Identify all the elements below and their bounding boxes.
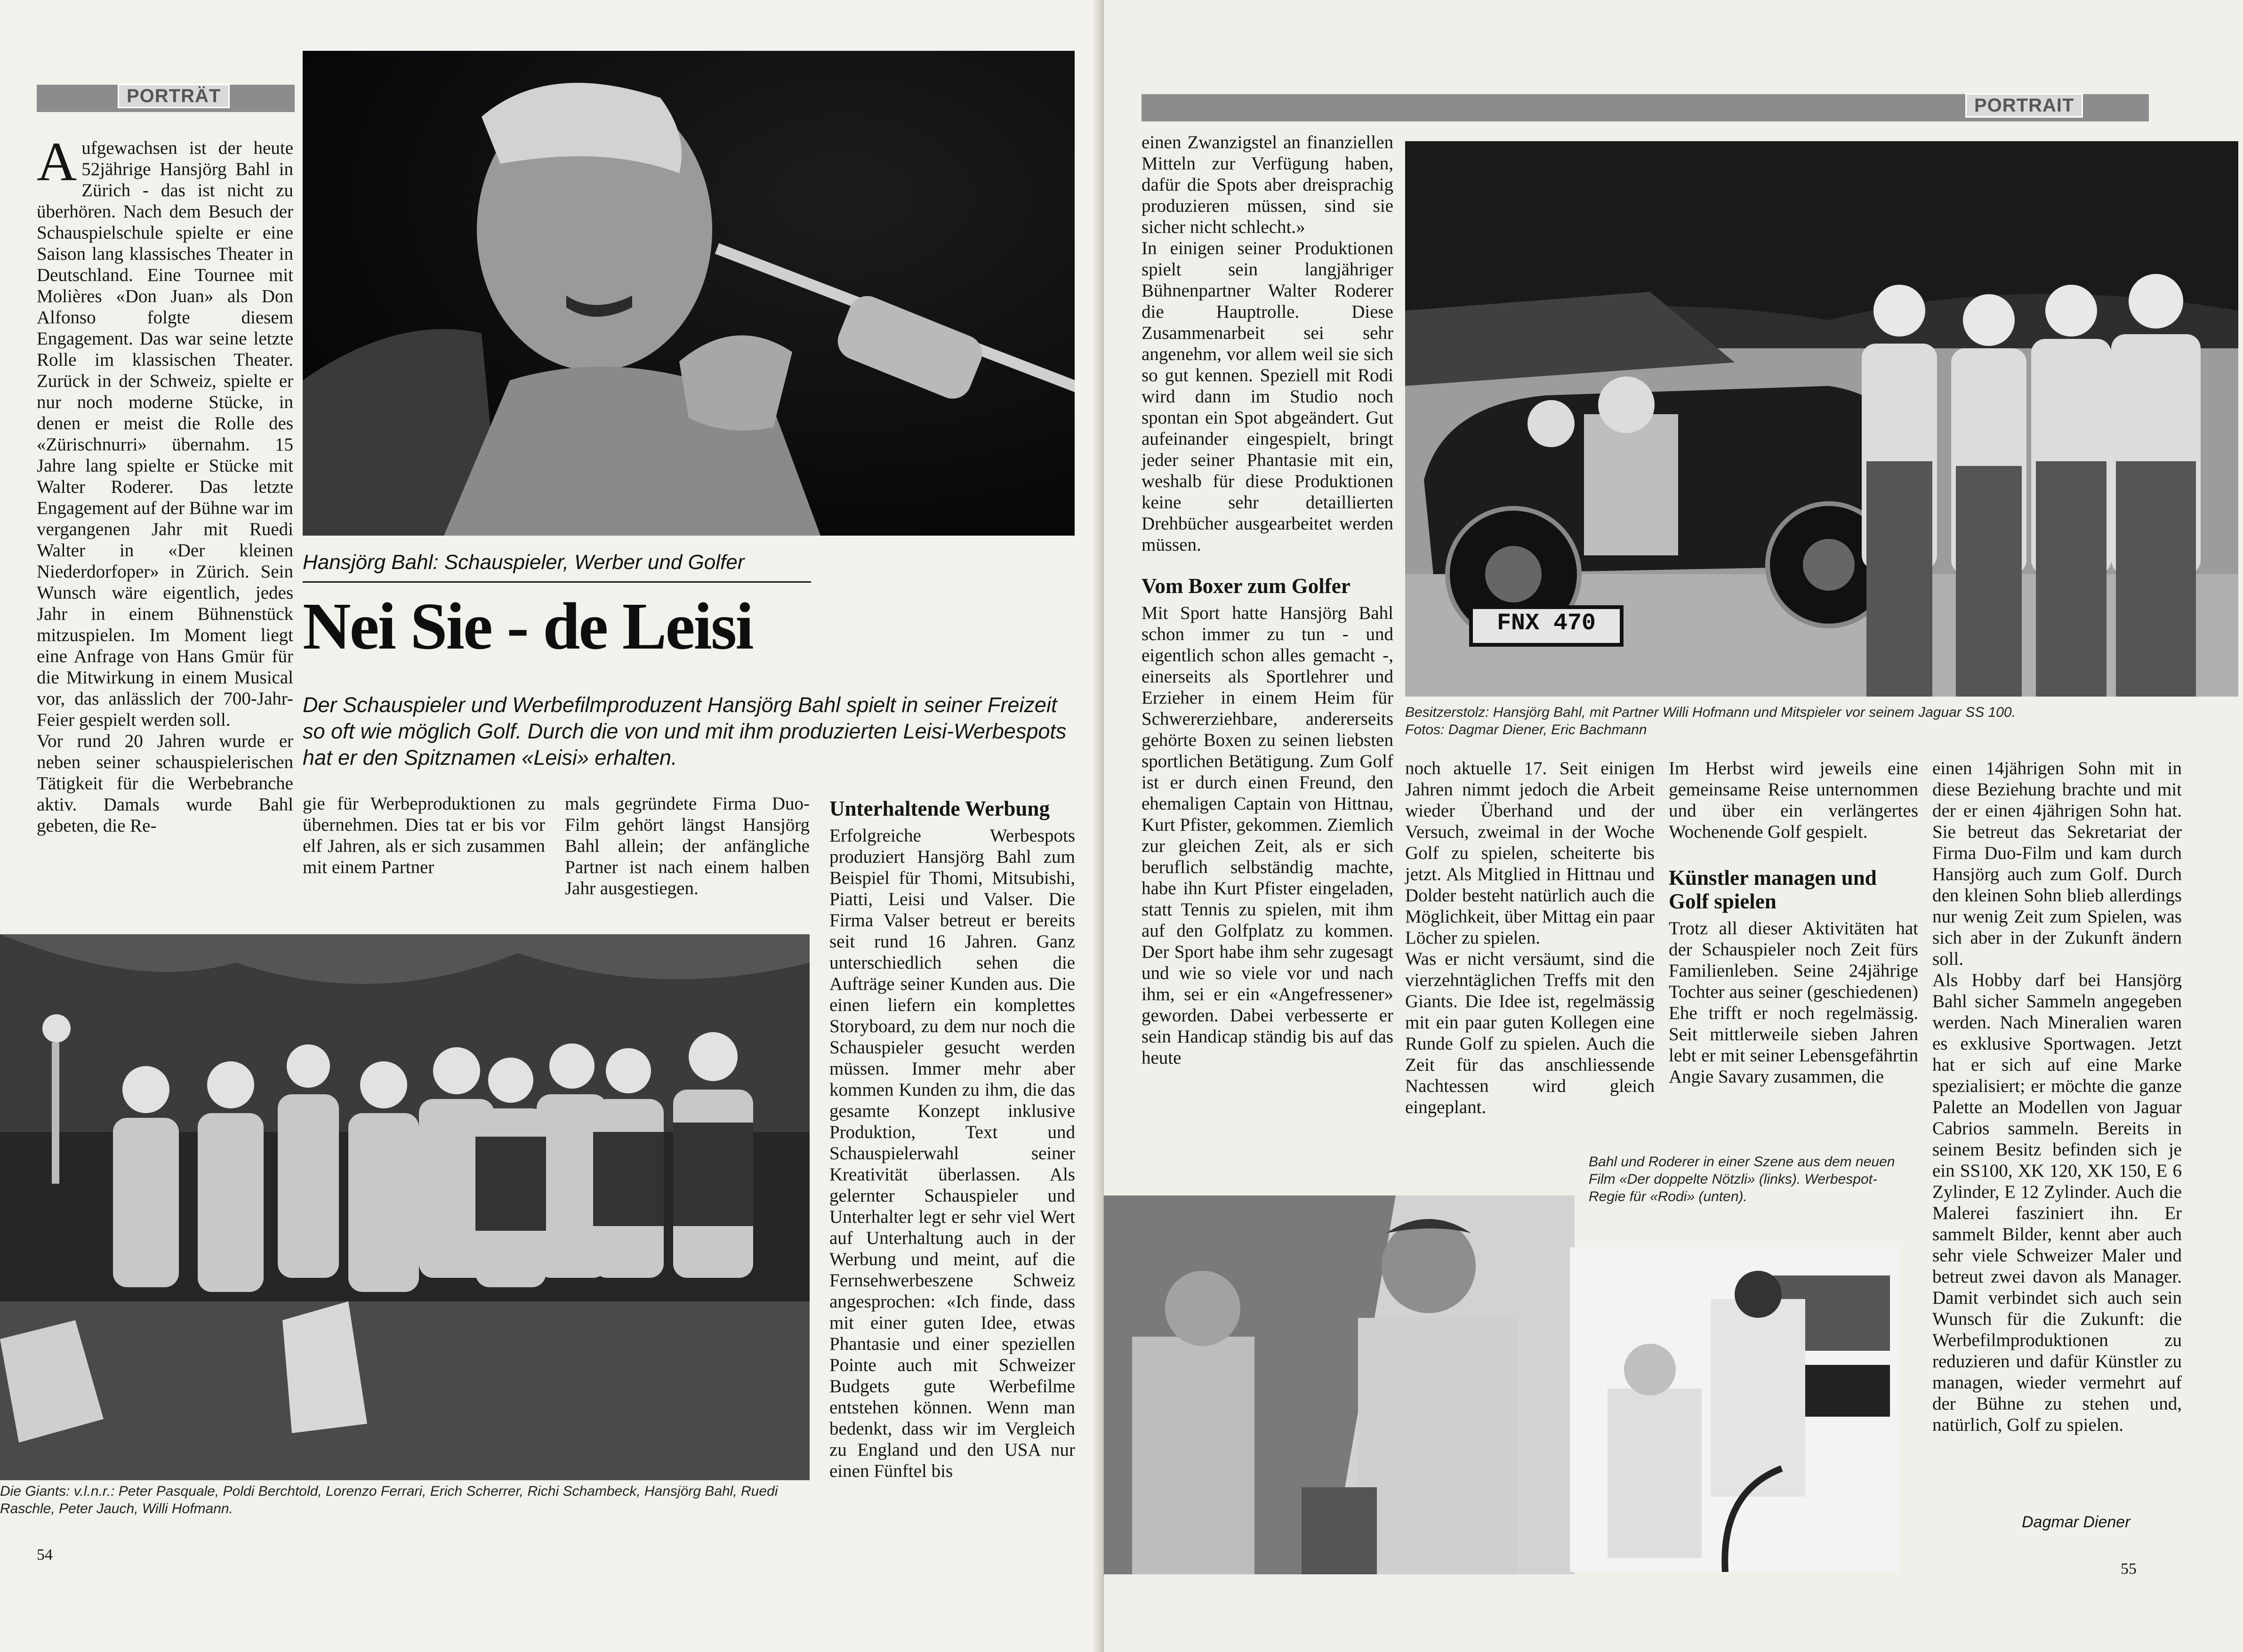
right-page (1104, 0, 2243, 1652)
intro-text: ufgewachsen ist der heute 52jährige Hansjörg Bahl in Zürich - das ist nicht zu überhören. Nach dem Besuch der Schauspielschule spielte er eine Saison lang klassisches Theater in Deutschland. Eine Tournee mit Molières «Don Juan» als Don Alfonso folgte diesem Engagement. Das war seine letzte Rolle im klassischen Theater. Zurück in der Schweiz, spielte er nur noch moderne Stücke, in denen er meist die Rolle des «Zürischnurri» übernahm. 15 Jahre lang spielte er Stücke mit Walter Roderer. Das letzte Engagement auf der Bühne war im vergangenen Jahr mit Ruedi Walter in «Der kleinen Niederdorfoper» in Zürich. Sein Wunsch wäre eigentlich, jedes Jahr in einem Bühnenstück mitzuspielen. Im Moment liegt eine Anfrage von Hans Gmür für die Mitwirkung in einem Musical vor, das anlässlich der 700-Jahr-Feier gespielt werden soll. (37, 138, 293, 730)
column-c-text: Im Herbst wird jeweils eine gemeinsame Reise unternommen und über ein verlängertes Wochenende Golf gespielt. (1669, 758, 1918, 842)
column-d-text-2: Als Hobby darf bei Hansjörg Bahl sicher Sammeln angegeben werden. Nach Mineralien waren es exklusive Sportwagen. Jetzt hat er sich auf eine Marke spezialisiert; er möchte die ganze Palette an Modellen von Jaguar Cabrios sammeln. Bereits in seinem Besitz befinden sich je ein SS100, XK 120, XK 150, E 6 Zylinder, E 12 Zylinder. Auch die Malerei fasziniert ihn. Er sammelt Bilder, kennt aber auch sehr viele Schweizer Maler und betreut zwei davon als Manager. Damit verbindet sich auch sein Wunsch für die Zukunft: die Werbefilmproduktionen zu reduzieren und dafür Künstler zu managen, wieder vermehrt auf der Bühne zu stehen und, natürlich, Golf zu spielen. (1932, 970, 2182, 1435)
werbung-column (829, 793, 1075, 1482)
column-a (1142, 132, 1393, 1068)
left-page (0, 0, 1101, 1652)
golfer-portrait-photo (303, 51, 1075, 536)
kicker: Hansjörg Bahl: Schauspieler, Werber und Golfer (303, 551, 745, 574)
column-b (1405, 758, 1655, 1118)
license-plate: FNX 470 (1496, 610, 1596, 637)
column-a-text: einen Zwanzigstel an finanziellen Mitteln zur Verfügung haben, dafür die Spots aber dreisprachig produzieren müssen, sind sie sicher nicht schlecht.» (1142, 132, 1393, 237)
werbung-text: Erfolgreiche Werbespots produziert Hansjörg Bahl zum Beispiel für Thomi, Mitsubishi, Piatti, Leisi und Valser. Die Firma Valser betreut er bereits seit rund 16 Jahren. Ganz unterschiedlich sehen die Aufträge seiner Kunden aus. Die einen liefern ein komplettes Storyboard, zu dem nur noch die Schauspieler gesucht werden müssen. Immer mehr aber kommen Kunden zu ihm, die das gesamte Konzept inklusive Produktion, Text und Schauspielerwahl seiner Kreativität überlassen. Als gelernter Schauspieler und Unterhalter legt er sehr viel Wert auf Unterhaltung auch in der Werbung und meint, auf die Fernsehwerbeszene Schweiz angesprochen: «Ich finde, dass mit einer guten Idee, etwas Phantasie und einer speziellen Pointe auch mit Schweizer Budgets gute Werbefilme entstehen können. Wenn man bedenkt, dass wir im Vergleich zu England und den USA nur einen Fünftel bis (829, 826, 1075, 1481)
column-d (1932, 758, 2182, 1435)
kicker-rule (303, 581, 811, 583)
giants-group-photo (0, 934, 810, 1480)
column-3-full: mals gegründete Firma Duo-Film gehört längst Hansjörg Bahl allein; der anfängliche Partner ist nach einem halben Jahr ausgestiegen. (565, 794, 810, 898)
column-d-text: einen 14jährigen Sohn mit in diese Beziehung brachte und mit der er einen 4jährigen Sohn hat. Sie betreut das Sekretariat der Firma Duo-Film und kam durch Hansjörg auch zum Golf. Durch den kleinen Sohn blieb allerdings nur wenig Zeit zum Spielen, was sich aber in der Zukunft ändern soll. (1932, 758, 2182, 969)
column-b-text: noch aktuelle 17. Seit einigen Jahren nimmt jedoch die Arbeit wieder Überhand und der Versuch, zweimal in der Woche Golf zu spielen, scheiterte bis jetzt. Als Mitglied in Hittnau und Dolder besteht natürlich auch die Möglichkeit, über Mittag ein paar Löcher zu spielen. (1405, 758, 1655, 948)
column-2-text: gie für Werbeproduktionen zu übernehmen. Dies tat er bis vor elf Jahren, als er sich zusammen mit einem Partner (303, 794, 545, 877)
column-c-text-2: Trotz all dieser Aktivitäten hat der Schauspieler noch Zeit fürs Familienleben. Seine 24jährige Tochter aus seiner (geschiedenen) Ehe trifft er noch regelmässig. Seit mittlerweile sieben Jahren lebt er mit seiner Lebensgefährtin Angie Savary zusammen, die (1669, 918, 1918, 1087)
caption-giants: Die Giants: v.l.n.r.: Peter Pasquale, Poldi Berchtold, Lorenzo Ferrari, Erich Scherrer, Richi Schambeck, Hansjörg Bahl, Ruedi Raschle, Peter Jauch, Willi Hofmann. (0, 1484, 778, 1516)
byline: Dagmar Diener (2022, 1513, 2130, 1531)
dropcap: A (37, 131, 77, 192)
subhead-boxer: Vom Boxer zum Golfer (1142, 574, 1351, 598)
caption-photo-credit: Fotos: Dagmar Diener, Eric Bachmann (1405, 722, 1647, 738)
lead-paragraph: Der Schauspieler und Werbefilmproduzent Hansjörg Bahl spielt in seiner Freizeit so oft wie möglich Golf. Durch die von und mit ihm produzierten Leisi-Werbespots hat er den Spitznamen «Leisi» erhalten. (303, 693, 1067, 770)
column-c (1669, 758, 1918, 1087)
caption-jaguar (1405, 704, 2238, 738)
studio-regie-photo (1570, 1247, 1899, 1572)
column-3-text-visible (565, 793, 810, 899)
headline: Nei Sie - de Leisi (303, 589, 753, 663)
rubric-label: PORTRÄT (118, 84, 230, 108)
rubric-label: PORTRAIT (1965, 93, 2083, 118)
page-number: 54 (37, 1546, 53, 1564)
film-scene-photo (1104, 1195, 1575, 1574)
subhead-kuenstler: Künstler managen und Golf spielen (1669, 866, 1877, 913)
page-number: 55 (2121, 1560, 2137, 1578)
intro-text-2: Vor rund 20 Jahren wurde er neben seiner schauspielerischen Tätigkeit für die Werbebranche aktiv. Damals wurde Bahl gebeten, die Re- (37, 731, 293, 836)
caption-film: Bahl und Roderer in einer Szene aus dem neuen Film «Der doppelte Nötzli» (links). Werbespot-Regie für «Rodi» (unten). (1589, 1154, 1895, 1204)
caption-jaguar-text: Besitzerstolz: Hansjörg Bahl, mit Partner Willi Hofmann und Mitspieler vor seinem Jaguar SS 100. (1405, 705, 2016, 720)
subhead-werbung: Unterhaltende Werbung (829, 797, 1050, 820)
column-b-text-2: Was er nicht versäumt, sind die vierzehntäglichen Treffs mit den Giants. Die Idee ist, regelmässig mit ein paar guten Kollegen eine Runde Golf zu spielen. Auch die Zeit für das anschliessende Nachtessen wird gleich eingeplant. (1405, 949, 1655, 1117)
intro-column (37, 131, 293, 900)
boxer-text: Mit Sport hatte Hansjörg Bahl schon immer zu tun - und eigentlich schon alles gemacht -, einerseits als Sportlehrer und Erzieher in einem Heim für Schwererziehbare, andererseits gehörte Boxen zu seinen liebsten sportlichen Betätigung. Zum Golf ist er durch einen Freund, den ehemaligen Captain von Hittnau, Kurt Pfister, gekommen. Ziemlich zur gleichen Zeit, als er sich beruflich selbständig machte, habe ihn Kurt Pfister eingeladen, statt Tennis zu spielen, mit ihm auf den Golfplatz zu kommen. Der Sport habe ihm sehr zugesagt und wie so viele vor und nach ihm, sei er ein «Angefressener» geworden. Dabei verbesserte er sein Handicap ständig bis auf das heute (1142, 603, 1393, 1068)
column-a-text-2: In einigen seiner Produktionen spielt sein langjähriger Bühnenpartner Walter Roderer die Hauptrolle. Diese Zusammenarbeit sei sehr angenehm, vor allem weil sie sich so gut kennen. Speziell mit Rodi wird dann im Studio noch spontan ein Spot abgeändert. Gut aufeinander eingespielt, bringt jeder seiner Phantasie mit ein, weshalb für diese Produktionen keine sehr detaillierten Drehbücher ausgearbeitet werden müssen. (1142, 238, 1393, 555)
column-2 (303, 793, 545, 878)
